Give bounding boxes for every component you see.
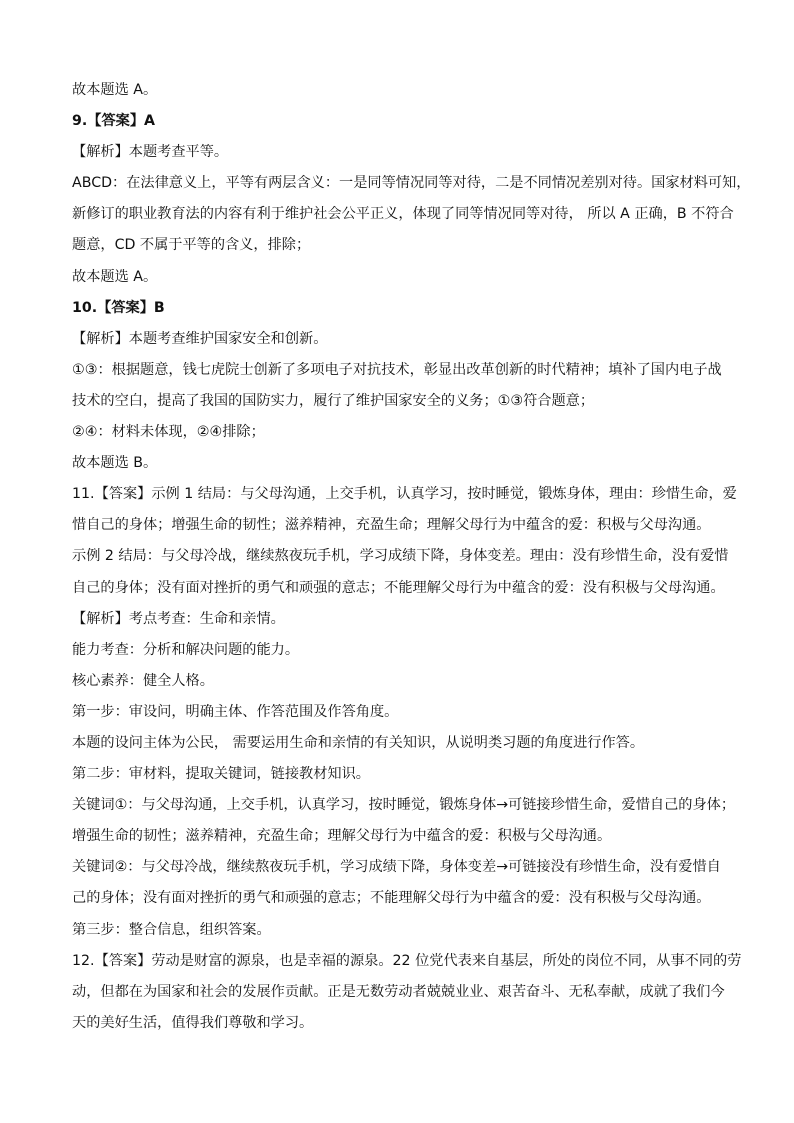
question-11-answer-line: 示例 2 结局：与父母冷战，继续熬夜玩手机，学习成绩下降，身体变差。理由：没有珍惜生命，没有爱惜 (72, 548, 729, 565)
question-10-analysis-line: ②④：材料未体现，②④排除； (72, 424, 265, 441)
question-10-analysis-line: 技术的空白，提高了我国的国防实力，履行了维护国家安全的义务；①③符合题意； (72, 392, 595, 409)
question-11-answer: 11.【答案】示例 1 结局：与父母沟通，上交手机，认真学习，按时睡觉，锻炼身体，理由：珍惜生命，爱 (72, 486, 737, 503)
question-11-analysis-line: 第二步：审材料，提取关键词，链接教材知识。 (72, 766, 370, 783)
question-12-answer-line: 动，但都在为国家和社会的发展作贡献。正是无数劳动者兢兢业业、艰苦奋斗、无私奉献，成就了我们今 (72, 983, 725, 1000)
question-10-analysis-line: ①③：根据题意，钱七虎院士创新了多项电子对抗技术，彰显出改革创新的时代精神；填补了国内电子战 (72, 361, 722, 378)
question-11-analysis-line: 增强生命的韧性；滋养精神，充盈生命；理解父母行为中蕴含的爱：积极与父母沟通。 (72, 828, 612, 845)
question-11-analysis-line: 关键词①：与父母沟通，上交手机，认真学习，按时睡觉，锻炼身体→可链接珍惜生命，爱惜自己的身体； (72, 797, 736, 814)
answer-text-body (72, 79, 751, 1043)
question-11-analysis-line: 己的身体；没有面对挫折的勇气和顽强的意志；不能理解父母行为中蕴含的爱：没有积极与父母沟通。 (72, 890, 711, 907)
question-12-answer: 12.【答案】劳动是财富的源泉，也是幸福的源泉。22 位党代表来自基层，所处的岗位不同，从事不同的劳 (72, 952, 742, 969)
question-9-analysis-heading: 【解析】本题考查平等。 (72, 144, 229, 161)
question-11-answer-line: 惜自己的身体；增强生命的韧性；滋养精神，充盈生命；理解父母行为中蕴含的爱：积极与父母沟通。 (72, 517, 711, 534)
question-9-analysis-line: 新修订的职业教育法的内容有利于维护社会公平正义，体现了同等情况同等对待， 所以 A 正确，B 不符合 (72, 206, 734, 223)
question-9-answer: 9.【答案】A (72, 113, 155, 130)
question-11-analysis-line: 关键词②：与父母冷战，继续熬夜玩手机，学习成绩下降，身体变差→可链接没有珍惜生命，没有爱惜自 (72, 859, 721, 876)
question-10-analysis-heading: 【解析】本题考查维护国家安全和创新。 (72, 330, 328, 347)
question-11-analysis-line: 第一步：审设问，明确主体、作答范围及作答角度。 (72, 703, 399, 720)
question-11-analysis-line: 能力考查：分析和解决问题的能力。 (72, 641, 300, 658)
question-11-answer-line: 自己的身体；没有面对挫折的勇气和顽强的意志；不能理解父母行为中蕴含的爱：没有积极与父母沟通。 (72, 579, 725, 596)
question-10-answer: 10.【答案】B (72, 299, 165, 316)
question-11-analysis-line: 核心素养：健全人格。 (72, 672, 214, 689)
question-12-answer-line: 天的美好生活，值得我们尊敬和学习。 (72, 1014, 314, 1031)
question-11-analysis-heading: 【解析】考点考查：生命和亲情。 (72, 610, 285, 627)
question-11-analysis-line: 第三步：整合信息，组织答案。 (72, 921, 271, 938)
question-9-analysis-line: ABCD：在法律意义上，平等有两层含义：一是同等情况同等对待，二是不同情况差别对待。国家材料可知， (72, 175, 751, 192)
question-9-analysis-line: 题意，CD 不属于平等的含义，排除； (72, 237, 311, 254)
conclusion-line: 故本题选 A。 (72, 82, 158, 98)
question-11-analysis-line: 本题的设问主体为公民， 需要运用生命和亲情的有关知识，从说明类习题的角度进行作答。 (72, 734, 645, 751)
question-10-conclusion: 故本题选 B。 (72, 455, 158, 472)
question-9-conclusion: 故本题选 A。 (72, 268, 158, 285)
